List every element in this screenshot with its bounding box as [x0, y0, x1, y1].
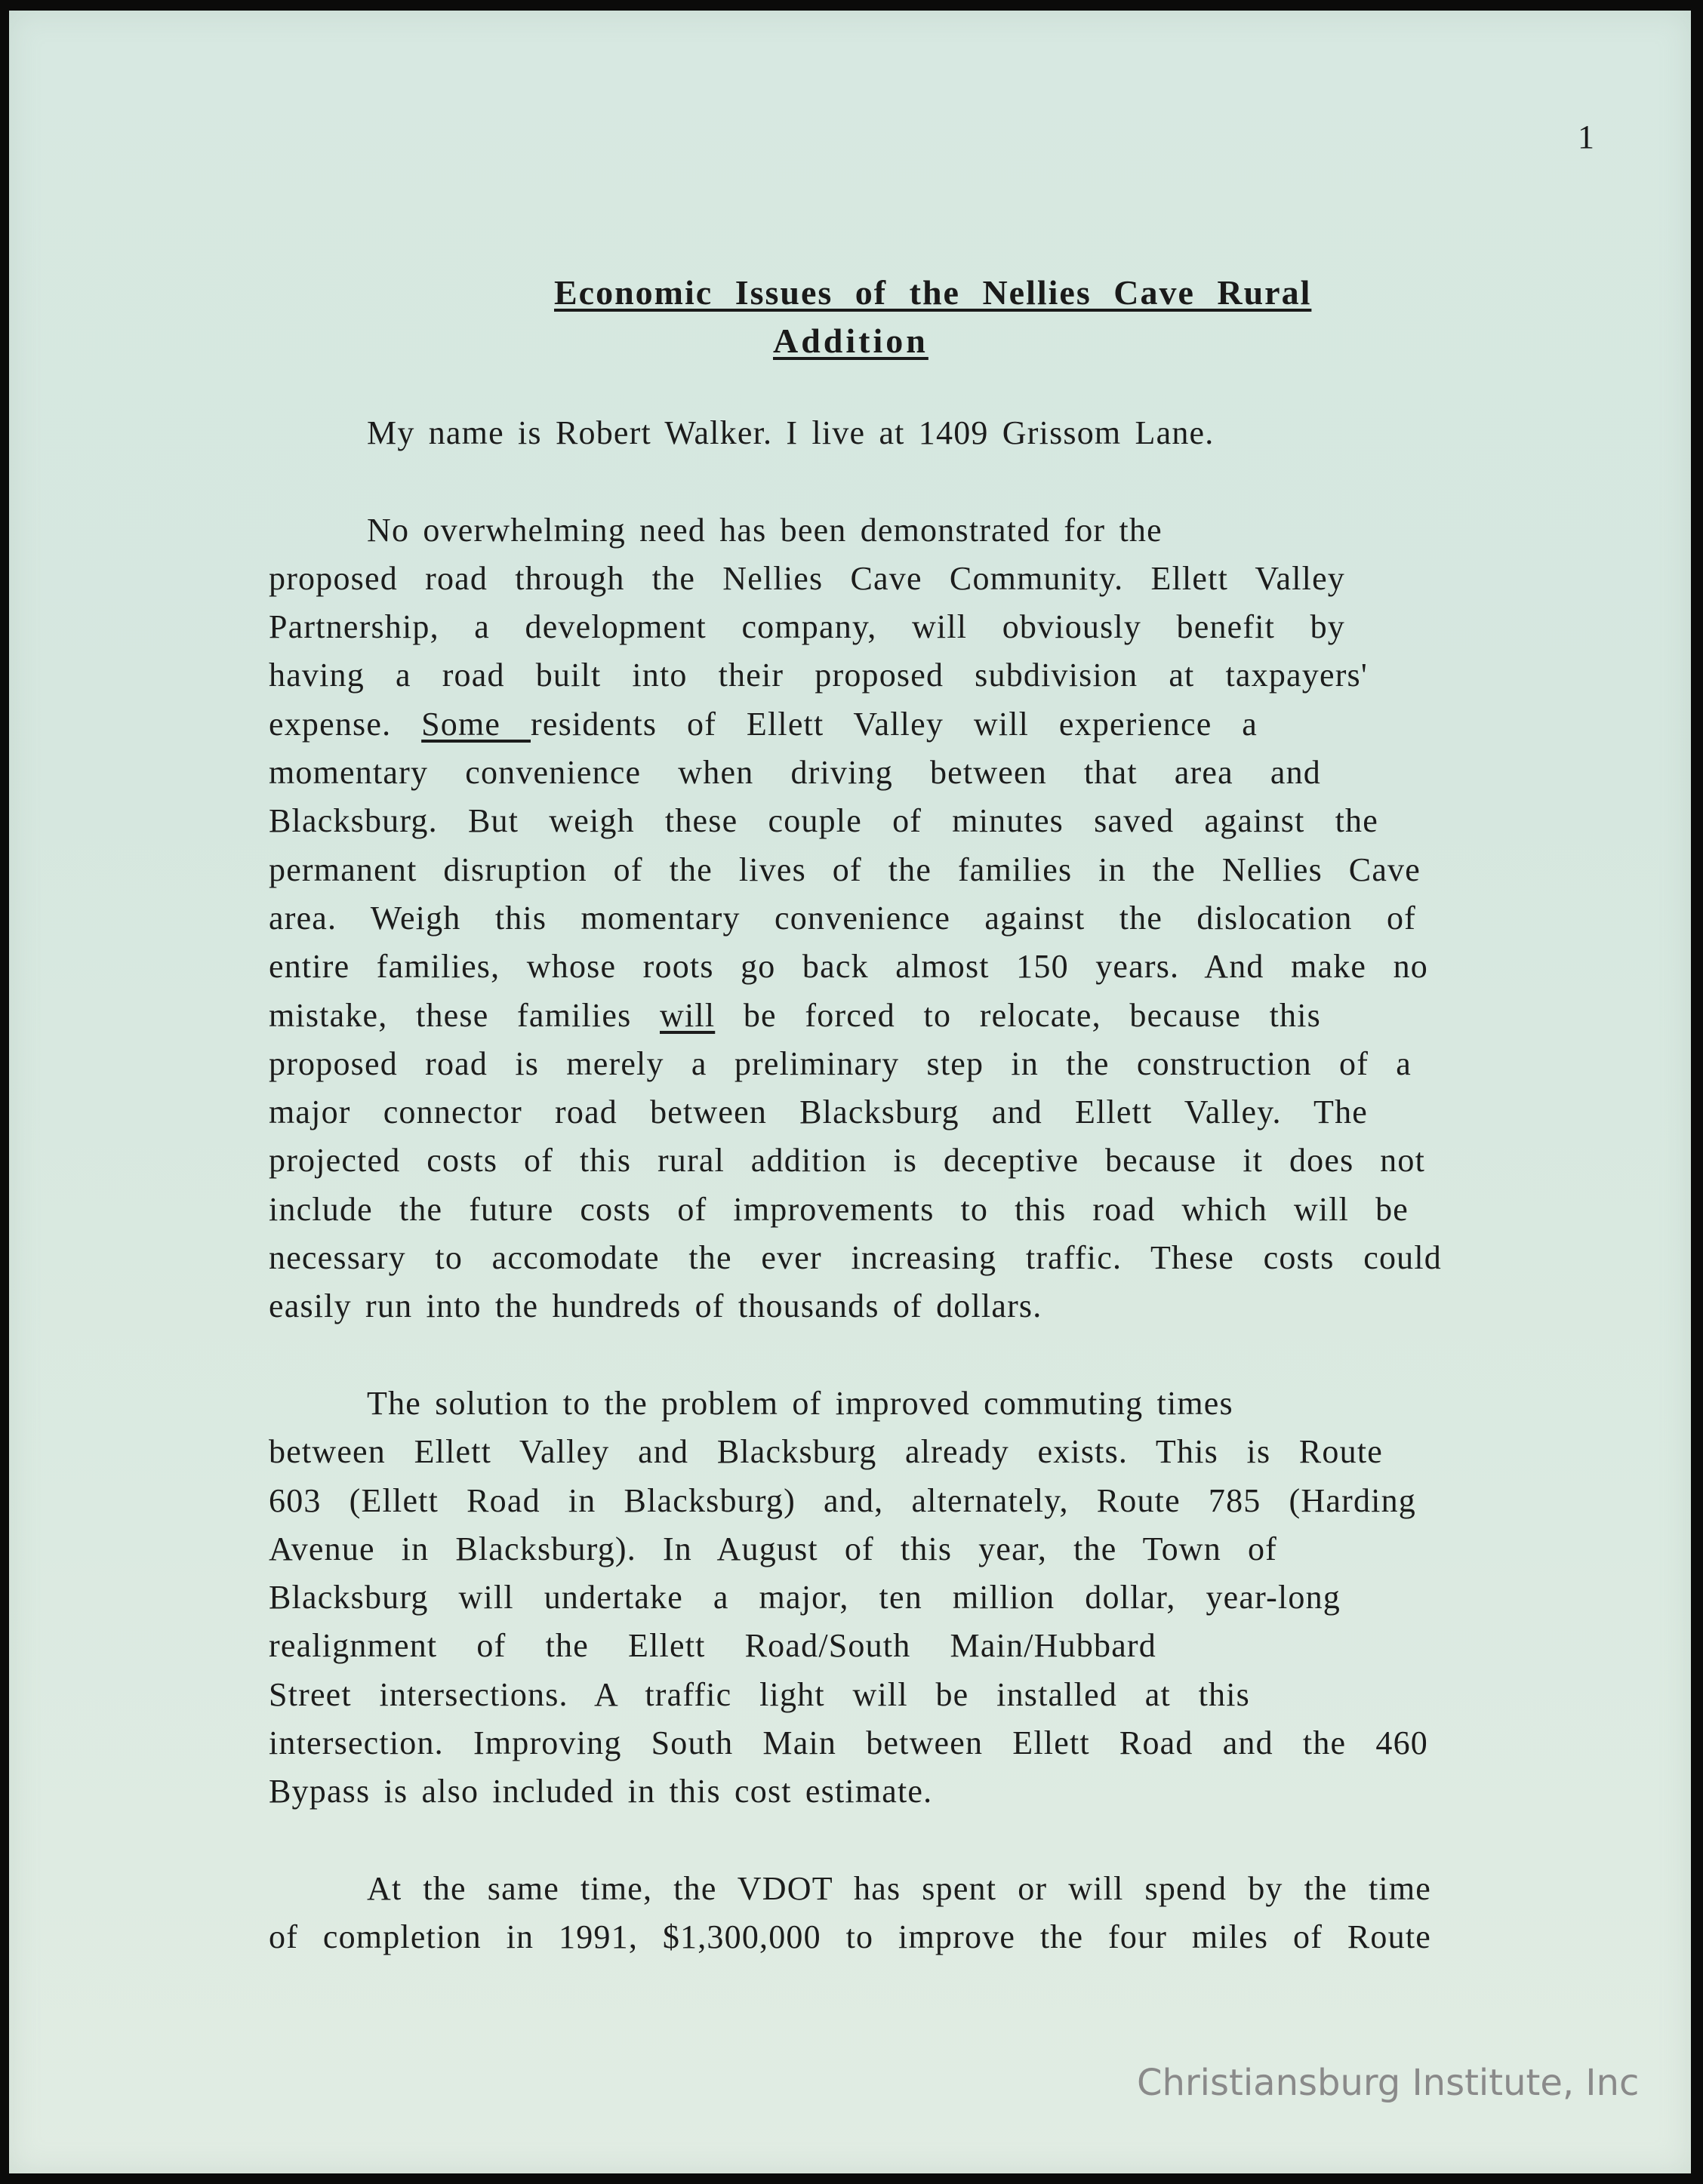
paragraph-2 [269, 1380, 1454, 1816]
text-line: Street intersections. A traffic light will be installed at this [269, 1675, 1250, 1713]
text-line: proposed road is merely a preliminary step in the construction of a [269, 1044, 1412, 1082]
text-line: The solution to the problem of improved commuting times [367, 1384, 1233, 1422]
text-line: 603 (Ellett Road in Blacksburg) and, alternately, Route 785 (Harding [269, 1481, 1416, 1519]
page-number: 1 [1578, 118, 1594, 155]
text-line: proposed road through the Nellies Cave Community. Ellett Valley [269, 559, 1345, 597]
document-page [9, 11, 1691, 2173]
watermark: Christiansburg Institute, Inc [1137, 2062, 1640, 2104]
text-line: intersection. Improving South Main between Ellett Road and the 460 [269, 1724, 1428, 1762]
text-line: Bypass is also included in this cost estimate. [269, 1773, 933, 1810]
text-line: momentary convenience when driving between that area and [269, 754, 1321, 792]
text-line: expense. Some residents of Ellett Valley will experience a [269, 705, 1258, 743]
text-line: projected costs of this rural addition is deceptive because it does not [269, 1142, 1425, 1180]
text-line: Blacksburg. But weigh these couple of minutes saved against the [269, 802, 1378, 840]
document-body [269, 409, 1454, 1962]
title-line-1: Economic Issues of the Nellies Cave Rural [554, 273, 1312, 312]
text-line: between Ellett Valley and Blacksburg already exists. This is Route [269, 1433, 1383, 1471]
text-line: area. Weigh this momentary convenience against the dislocation of [269, 899, 1416, 937]
text-line: Partnership, a development company, will obviously benefit by [269, 608, 1345, 646]
intro-line: My name is Robert Walker. I live at 1409 Grissom Lane. [367, 414, 1215, 451]
underlined-word: Some [421, 705, 531, 743]
text-line: Blacksburg will undertake a major, ten million dollar, year-long [269, 1579, 1341, 1616]
text-line: permanent disruption of the lives of the families in the Nellies Cave [269, 851, 1421, 888]
text-line: necessary to accomodate the ever increasing traffic. These costs could [269, 1239, 1442, 1277]
text-line: include the future costs of improvements to this road which will be [269, 1190, 1409, 1228]
text-line: Avenue in Blacksburg). In August of this year, the Town of [269, 1530, 1277, 1567]
text-line: easily run into the hundreds of thousands of dollars. [269, 1287, 1042, 1325]
text-line: mistake, these families will be forced to relocate, because this [269, 996, 1321, 1034]
paragraph-1 [269, 506, 1454, 1331]
title-line-2: Addition [773, 321, 928, 360]
underlined-word: will [660, 996, 716, 1034]
text-line: entire families, whose roots go back almost 150 years. And make no [269, 948, 1428, 986]
text-line: having a road built into their proposed subdivision at taxpayers' [269, 657, 1368, 694]
text-line: realignment of the Ellett Road/South Main/Hubbard [269, 1627, 1156, 1665]
text-line: major connector road between Blacksburg and Ellett Valley. The [269, 1094, 1368, 1131]
text-line: No overwhelming need has been demonstrated for the [367, 511, 1163, 549]
paragraph-3 [269, 1865, 1454, 1962]
text-line: At the same time, the VDOT has spent or will spend by the time [367, 1869, 1431, 1907]
text-line: of completion in 1991, $1,300,000 to improve the four miles of Route [269, 1918, 1431, 1956]
